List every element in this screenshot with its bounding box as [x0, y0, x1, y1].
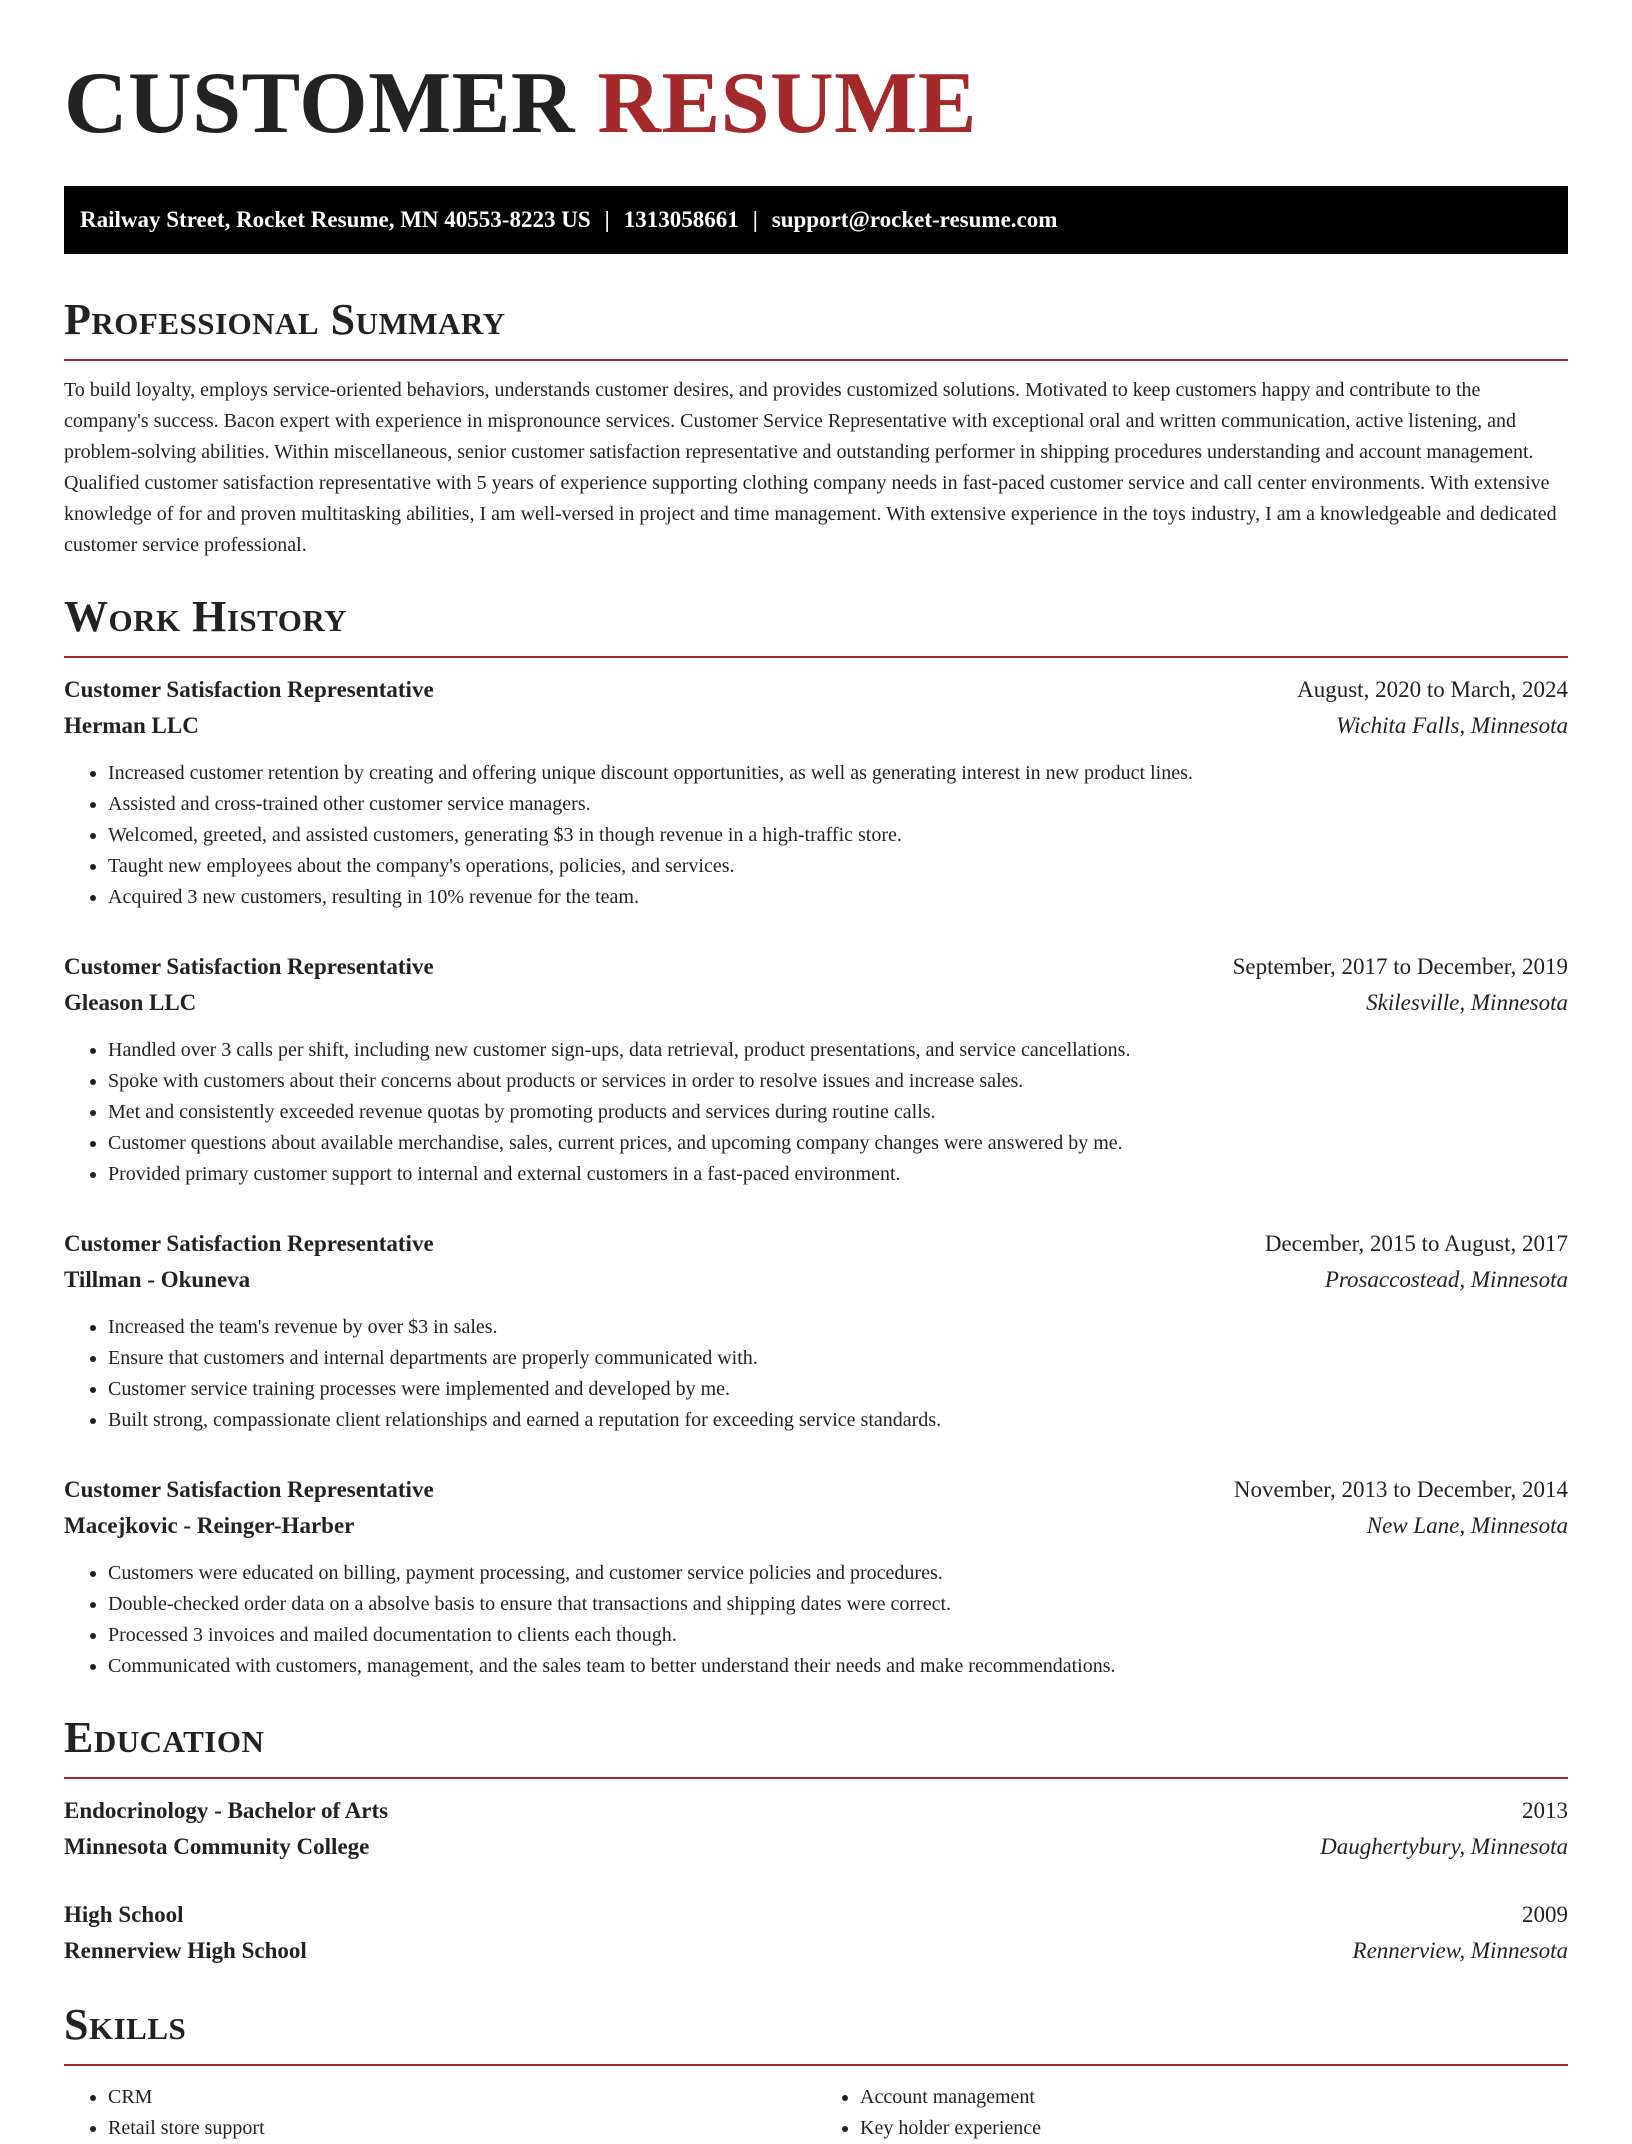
skill-item: • Retail store support	[108, 2113, 816, 2144]
job-bullets	[64, 1035, 1568, 1190]
work-history-section	[64, 591, 1568, 1682]
job-bullet: • Increased the team's revenue by over $3 in sales.	[108, 1312, 1568, 1343]
job-bullet: • Customer service training processes were implemented and developed by me.	[108, 1374, 1568, 1405]
education-year: 2009	[1522, 1902, 1568, 1927]
job-bullet: • Double-checked order data on a absolve basis to ensure that transactions and shipping dates were correct.	[108, 1589, 1568, 1620]
section-heading-summary: Professional Summary	[64, 294, 1568, 361]
job-bullets	[64, 758, 1568, 913]
job-dates: August, 2020 to March, 2024	[1297, 677, 1568, 702]
resume-title	[64, 54, 1568, 154]
job-dates: December, 2015 to August, 2017	[1264, 1231, 1568, 1256]
contact-phone: 1313058661	[623, 207, 739, 232]
job-bullets	[64, 1558, 1568, 1682]
skills-section	[64, 1999, 1568, 2144]
skill-item: • Account management	[860, 2082, 1568, 2113]
education-entry	[64, 1793, 1568, 1865]
job-title-row	[64, 949, 1568, 985]
education-entry	[64, 1897, 1568, 1969]
education-school-row	[64, 1933, 1568, 1969]
section-heading-work: Work History	[64, 591, 1568, 658]
job-bullet: • Processed 3 invoices and mailed documentation to clients each though.	[108, 1620, 1568, 1651]
job-location: Wichita Falls, Minnesota	[1336, 713, 1568, 738]
education-school-row	[64, 1829, 1568, 1865]
contact-address: Railway Street, Rocket Resume, MN 40553-8223 US	[80, 207, 591, 232]
skill-item: • Key holder experience	[860, 2113, 1568, 2144]
job-location: Skilesville, Minnesota	[1366, 990, 1568, 1015]
job-bullets	[64, 1312, 1568, 1436]
job-company: Gleason LLC	[64, 990, 197, 1015]
job-bullet: • Communicated with customers, management, and the sales team to better understand their needs and make recommendations.	[108, 1651, 1568, 1682]
contact-bar	[64, 186, 1568, 254]
job-bullet: • Spoke with customers about their concerns about products or services in order to resolve issues and increase sales.	[108, 1066, 1568, 1097]
skills-column-left	[64, 2082, 816, 2144]
title-second-word: RESUME	[597, 55, 977, 152]
job-location: New Lane, Minnesota	[1366, 1513, 1568, 1538]
job-title-row	[64, 672, 1568, 708]
education-location: Daughertybury, Minnesota	[1320, 1834, 1568, 1859]
job-entry	[64, 949, 1568, 1190]
education-degree: Endocrinology - Bachelor of Arts	[64, 1798, 389, 1823]
job-company-row	[64, 985, 1568, 1021]
education-degree: High School	[64, 1902, 184, 1927]
job-title-row	[64, 1226, 1568, 1262]
job-dates: November, 2013 to December, 2014	[1233, 1477, 1568, 1502]
job-bullet: • Ensure that customers and internal departments are properly communicated with.	[108, 1343, 1568, 1374]
contact-email[interactable]: support@rocket-resume.com	[771, 207, 1058, 232]
skills-column-right	[816, 2082, 1568, 2144]
skill-item: • CRM	[108, 2082, 816, 2113]
job-bullet: • Handled over 3 calls per shift, including new customer sign-ups, data retrieval, product presentations, and service cancellations.	[108, 1035, 1568, 1066]
job-title-row	[64, 1472, 1568, 1508]
job-company: Macejkovic - Reinger-Harber	[64, 1513, 355, 1538]
education-degree-row	[64, 1793, 1568, 1829]
education-location: Rennerview, Minnesota	[1352, 1938, 1568, 1963]
education-school: Rennerview High School	[64, 1938, 307, 1963]
summary-section	[64, 294, 1568, 561]
job-dates: September, 2017 to December, 2019	[1232, 954, 1568, 979]
contact-separator: |	[752, 207, 758, 232]
job-company: Herman LLC	[64, 713, 199, 738]
job-company: Tillman - Okuneva	[64, 1267, 251, 1292]
job-entry	[64, 672, 1568, 913]
title-first-word: CUSTOMER	[64, 55, 575, 152]
job-location: Prosaccostead, Minnesota	[1324, 1267, 1568, 1292]
job-bullet: • Customer questions about available merchandise, sales, current prices, and upcoming company changes were answered by me.	[108, 1128, 1568, 1159]
skills-list-left	[64, 2082, 816, 2144]
job-title: Customer Satisfaction Representative	[64, 954, 434, 979]
section-heading-skills: Skills	[64, 1999, 1568, 2066]
job-company-row	[64, 1262, 1568, 1298]
education-year: 2013	[1522, 1798, 1568, 1823]
section-heading-education: Education	[64, 1712, 1568, 1779]
skills-columns	[64, 2082, 1568, 2144]
job-bullet: • Increased customer retention by creating and offering unique discount opportunities, as well as generating interest in new product lines.	[108, 758, 1568, 789]
job-bullet: • Provided primary customer support to internal and external customers in a fast-paced environment.	[108, 1159, 1568, 1190]
summary-text: To build loyalty, employs service-oriented behaviors, understands customer desires, and provides customized solutions. Motivated to keep customers happy and contribute to the company's success. Bacon expert with experience in mispronounce services. Customer Service Representative with exceptional oral and written communication, active listening, and problem-solving abilities. Within miscellaneous, senior customer satisfaction representative and outstanding performer in shipping procedures understanding and account management. Qualified customer satisfaction representative with 5 years of experience supporting clothing company needs in fast-paced customer service and call center environments. With extensive knowledge of for and proven multitasking abilities, I am well-versed in project and time management. With extensive experience in the toys industry, I am a knowledgeable and dedicated customer service professional.	[64, 379, 1557, 556]
job-company-row	[64, 708, 1568, 744]
job-entry	[64, 1226, 1568, 1436]
education-school: Minnesota Community College	[64, 1834, 370, 1859]
education-degree-row	[64, 1897, 1568, 1933]
skills-list-right	[816, 2082, 1568, 2144]
job-title: Customer Satisfaction Representative	[64, 677, 434, 702]
contact-separator: |	[604, 207, 610, 232]
job-company-row	[64, 1508, 1568, 1544]
job-title: Customer Satisfaction Representative	[64, 1477, 434, 1502]
job-bullet: • Met and consistently exceeded revenue quotas by promoting products and services during routine calls.	[108, 1097, 1568, 1128]
job-bullet: • Acquired 3 new customers, resulting in 10% revenue for the team.	[108, 882, 1568, 913]
job-title: Customer Satisfaction Representative	[64, 1231, 434, 1256]
job-entry	[64, 1472, 1568, 1682]
job-bullet: • Built strong, compassionate client relationships and earned a reputation for exceeding service standards.	[108, 1405, 1568, 1436]
education-section	[64, 1712, 1568, 1969]
job-bullet: • Welcomed, greeted, and assisted customers, generating $3 in though revenue in a high-traffic store.	[108, 820, 1568, 851]
job-bullet: • Assisted and cross-trained other customer service managers.	[108, 789, 1568, 820]
job-bullet: • Customers were educated on billing, payment processing, and customer service policies and procedures.	[108, 1558, 1568, 1589]
job-bullet: • Taught new employees about the company's operations, policies, and services.	[108, 851, 1568, 882]
